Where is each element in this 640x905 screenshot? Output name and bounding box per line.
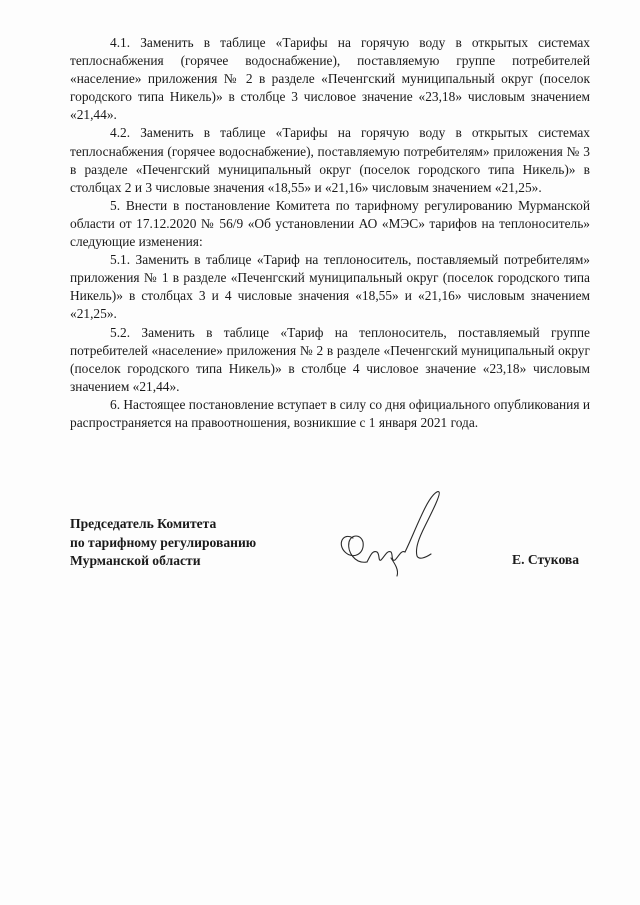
paragraph-5: 5. Внести в постановление Комитета по тарифному регулированию Мурманской области от 17.12.2020 № 56/9 «Об установлении АО «МЭС» тарифов на теплоноситель» следующие изменения: [70,197,590,250]
paragraph-5-1: 5.1. Заменить в таблице «Тариф на теплоноситель, поставляемый потребителям» приложения № 1 в разделе «Печенгский муниципальный округ (поселок городского типа Никель)» в столбцах 3 и 4 числовые значения «18,55» и «21,16» числовым значением «21,25». [70,252,590,322]
document-body [70,34,590,432]
paragraph-5-2: 5.2. Заменить в таблице «Тариф на теплоноситель, поставляемый группе потребителей «население» приложения № 2 в разделе «Печенгский муниципальный округ (поселок городского типа Никель)» в столбце 4 числовое значение «23,18» числовым значением «21,44». [70,324,590,394]
paragraph-6: 6. Настоящее постановление вступает в силу со дня официального опубликования и распространяется на правоотношения, возникшие с 1 января 2021 года. [70,396,591,430]
handwritten-signature [325,480,450,590]
signatory-name: Е. Стукова [512,552,580,567]
signatory-position-line: Мурманской области [70,553,201,568]
signatory-position-line: Председатель Комитета [70,516,217,531]
signatory-position [70,515,256,571]
paragraph-4-1: 4.1. Заменить в таблице «Тарифы на горячую воду в открытых системах теплоснабжения (горячее водоснабжение), поставляемую группе потребителей «население» приложения № 2 в разделе «Печенгский муниципальный округ (поселок городского типа Никель)» в столбце 3 числовое значение «23,18» числовым значением «21,44». [70,35,590,123]
paragraph-4-2: 4.2. Заменить в таблице «Тарифы на горячую воду в открытых системах теплоснабжения (горячее водоснабжение), поставляемую потребителям» приложения № 3 в разделе «Печенгский муниципальный округ (поселок городского типа Никель)» в столбцах 2 и 3 числовые значения «18,55» и «21,16» числовым значением «21,25». [70,125,590,195]
signatory-position-line: по тарифному регулированию [70,534,257,550]
